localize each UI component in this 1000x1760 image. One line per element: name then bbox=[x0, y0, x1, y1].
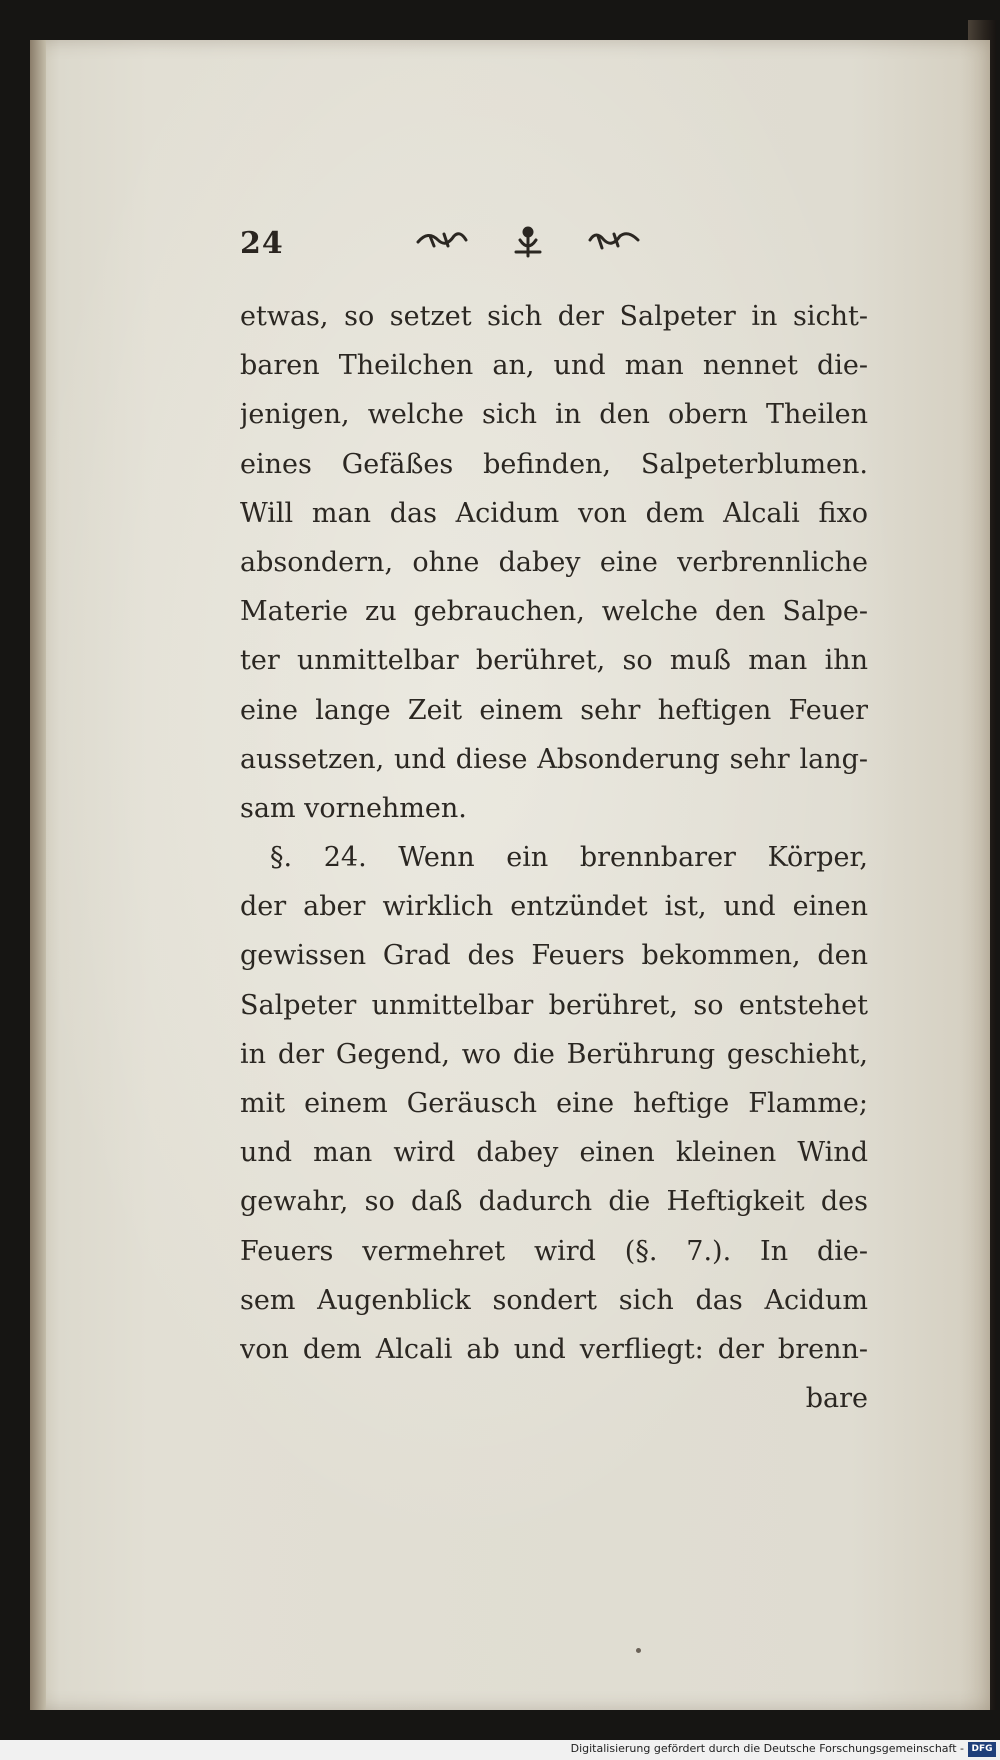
text-line: gewissen Grad des Feuers bekommen, den bbox=[240, 940, 868, 972]
body-text bbox=[240, 292, 868, 1423]
footer-credit: Digitalisierung gefördert durch die Deutsche Forschungsgemeinschaft - bbox=[570, 1742, 964, 1755]
page-header bbox=[240, 226, 860, 272]
text-line: eine lange Zeit einem sehr heftigen Feuer bbox=[240, 694, 868, 726]
digitization-footer bbox=[0, 1740, 1000, 1760]
text-line: aussetzen, und diese Absonderung sehr lang- bbox=[240, 743, 868, 775]
text-line: von dem Alcali ab und verfliegt: der brenn- bbox=[240, 1333, 868, 1365]
dfg-logo: DFG bbox=[968, 1742, 996, 1757]
text-line: jenigen, welche sich in den obern Theilen bbox=[240, 399, 868, 431]
text-line: absondern, ohne dabey eine verbrennliche bbox=[240, 546, 868, 578]
text-line: und man wird dabey einen kleinen Wind bbox=[240, 1137, 868, 1169]
page-number: 24 bbox=[240, 226, 284, 261]
text-line: mit einem Geräusch eine heftige Flamme; bbox=[240, 1088, 868, 1119]
text-line: in der Gegend, wo die Berührung geschieht, bbox=[240, 1038, 868, 1070]
page-binding-shadow bbox=[30, 40, 46, 1710]
text-line: sam vornehmen. bbox=[240, 792, 467, 824]
text-line: sem Augenblick sondert sich das Acidum bbox=[240, 1284, 868, 1316]
text-line: Salpeter unmittelbar berühret, so entstehet bbox=[240, 989, 868, 1021]
ink-dot bbox=[636, 1648, 641, 1653]
text-line: gewahr, so daß dadurch die Heftigkeit des bbox=[240, 1186, 868, 1218]
text-line: ter unmittelbar berühret, so muß man ihn bbox=[240, 645, 868, 677]
text-line: baren Theilchen an, und man nennet die- bbox=[240, 350, 868, 382]
section-start-line: §. 24. Wenn ein brennbarer Körper, bbox=[270, 842, 868, 874]
text-line: eines Gefäßes befinden, Salpeterblumen. bbox=[240, 448, 868, 480]
text-line: Will man das Acidum von dem Alcali fixo bbox=[240, 497, 868, 529]
text-line: etwas, so setzet sich der Salpeter in sicht- bbox=[240, 301, 868, 332]
catchword: bare bbox=[805, 1383, 868, 1415]
text-line: Materie zu gebrauchen, welche den Salpe- bbox=[240, 596, 868, 628]
text-line: Feuers vermehret wird (§. 7.). In die- bbox=[240, 1235, 868, 1267]
ornament-fleuron-icon bbox=[408, 222, 648, 262]
text-line: der aber wirklich entzündet ist, und einen bbox=[240, 891, 868, 923]
